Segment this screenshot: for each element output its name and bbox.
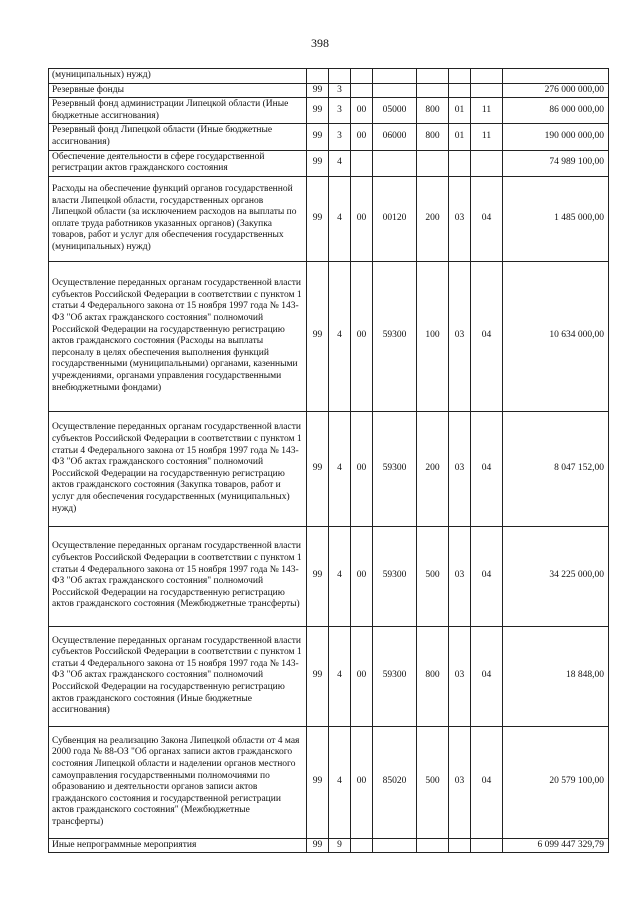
main-activity-code-cell: 00 bbox=[351, 98, 373, 124]
table-row bbox=[49, 150, 609, 176]
main-activity-code-cell: 00 bbox=[351, 176, 373, 261]
table-row bbox=[49, 98, 609, 124]
subprogram-code-cell: 4 bbox=[329, 411, 351, 526]
subprogram-code-cell: 4 bbox=[329, 526, 351, 626]
direction-code-cell: 59300 bbox=[373, 626, 417, 726]
program-code-cell: 99 bbox=[307, 526, 329, 626]
subsection-code-cell: 11 bbox=[471, 124, 503, 150]
subsection-code-cell: 04 bbox=[471, 626, 503, 726]
amount-cell: 190 000 000,00 bbox=[503, 124, 609, 150]
subsection-code-cell bbox=[471, 69, 503, 84]
subsection-code-cell: 04 bbox=[471, 526, 503, 626]
table-row bbox=[49, 626, 609, 726]
expense-type-code-cell bbox=[417, 150, 449, 176]
direction-code-cell: 05000 bbox=[373, 98, 417, 124]
section-code-cell: 03 bbox=[449, 726, 471, 838]
program-code-cell: 99 bbox=[307, 838, 329, 853]
subsection-code-cell: 04 bbox=[471, 176, 503, 261]
section-code-cell bbox=[449, 150, 471, 176]
subsection-code-cell bbox=[471, 150, 503, 176]
row-name-cell: (муниципальных) нужд) bbox=[49, 69, 307, 84]
subsection-code-cell: 11 bbox=[471, 98, 503, 124]
subprogram-code-cell: 4 bbox=[329, 626, 351, 726]
program-code-cell: 99 bbox=[307, 98, 329, 124]
subsection-code-cell bbox=[471, 83, 503, 98]
main-activity-code-cell bbox=[351, 838, 373, 853]
row-name-cell: Субвенция на реализацию Закона Липецкой области от 4 мая 2000 года № 88-ОЗ "Об органах записи актов гражданского состояния Липецкой области и наделении органов местного самоуправления государственными полномочиями по образованию и деятельности органов записи актов гражданского состояния и государственной регистрации актов гражданского состояния" (Межбюджетные трансферты) bbox=[49, 726, 307, 838]
subprogram-code-cell: 3 bbox=[329, 83, 351, 98]
main-activity-code-cell bbox=[351, 150, 373, 176]
program-code-cell: 99 bbox=[307, 261, 329, 411]
main-activity-code-cell: 00 bbox=[351, 626, 373, 726]
row-name-cell: Обеспечение деятельности в сфере государственной регистрации актов гражданского состояния bbox=[49, 150, 307, 176]
expense-type-code-cell bbox=[417, 69, 449, 84]
expense-type-code-cell: 800 bbox=[417, 124, 449, 150]
section-code-cell: 01 bbox=[449, 124, 471, 150]
table-row bbox=[49, 411, 609, 526]
main-activity-code-cell: 00 bbox=[351, 726, 373, 838]
subsection-code-cell bbox=[471, 838, 503, 853]
table-row bbox=[49, 124, 609, 150]
direction-code-cell bbox=[373, 69, 417, 84]
subsection-code-cell: 04 bbox=[471, 726, 503, 838]
expense-type-code-cell bbox=[417, 83, 449, 98]
expense-type-code-cell: 500 bbox=[417, 726, 449, 838]
table-row bbox=[49, 726, 609, 838]
program-code-cell: 99 bbox=[307, 176, 329, 261]
program-code-cell: 99 bbox=[307, 124, 329, 150]
direction-code-cell bbox=[373, 83, 417, 98]
subprogram-code-cell: 3 bbox=[329, 124, 351, 150]
amount-cell: 20 579 100,00 bbox=[503, 726, 609, 838]
subsection-code-cell: 04 bbox=[471, 261, 503, 411]
direction-code-cell: 59300 bbox=[373, 411, 417, 526]
direction-code-cell: 00120 bbox=[373, 176, 417, 261]
expense-type-code-cell: 800 bbox=[417, 626, 449, 726]
amount-cell: 1 485 000,00 bbox=[503, 176, 609, 261]
budget-table bbox=[48, 68, 609, 853]
subprogram-code-cell: 4 bbox=[329, 261, 351, 411]
expense-type-code-cell: 200 bbox=[417, 411, 449, 526]
section-code-cell: 03 bbox=[449, 411, 471, 526]
main-activity-code-cell bbox=[351, 83, 373, 98]
subprogram-code-cell bbox=[329, 69, 351, 84]
program-code-cell: 99 bbox=[307, 150, 329, 176]
amount-cell: 86 000 000,00 bbox=[503, 98, 609, 124]
amount-cell bbox=[503, 69, 609, 84]
subsection-code-cell: 04 bbox=[471, 411, 503, 526]
table-row bbox=[49, 838, 609, 853]
table-row bbox=[49, 526, 609, 626]
subprogram-code-cell: 4 bbox=[329, 150, 351, 176]
budget-table-body bbox=[49, 69, 609, 853]
row-name-cell: Осуществление переданных органам государственной власти субъектов Российской Федерации в соответствии с пунктом 1 статьи 4 Федерального закона от 15 ноября 1997 года № 143-ФЗ "Об актах гражданского состояния" полномочий Российской Федерации на государственную регистрацию актов гражданского состояния (Закупка товаров, работ и услуг для обеспечения государственных (муниципальных) нужд) bbox=[49, 411, 307, 526]
direction-code-cell: 59300 bbox=[373, 261, 417, 411]
main-activity-code-cell: 00 bbox=[351, 124, 373, 150]
expense-type-code-cell: 800 bbox=[417, 98, 449, 124]
section-code-cell bbox=[449, 83, 471, 98]
page-number: 398 bbox=[311, 36, 329, 50]
row-name-cell: Резервный фонд Липецкой области (Иные бюджетные ассигнования) bbox=[49, 124, 307, 150]
amount-cell: 10 634 000,00 bbox=[503, 261, 609, 411]
section-code-cell: 03 bbox=[449, 261, 471, 411]
amount-cell: 34 225 000,00 bbox=[503, 526, 609, 626]
expense-type-code-cell bbox=[417, 838, 449, 853]
section-code-cell bbox=[449, 838, 471, 853]
amount-cell: 18 848,00 bbox=[503, 626, 609, 726]
program-code-cell: 99 bbox=[307, 83, 329, 98]
row-name-cell: Осуществление переданных органам государственной власти субъектов Российской Федерации в соответствии с пунктом 1 статьи 4 Федерального закона от 15 ноября 1997 года № 143-ФЗ "Об актах гражданского состояния" полномочий Российской Федерации на государственную регистрацию актов гражданского состояния (Иные бюджетные ассигнования) bbox=[49, 626, 307, 726]
row-name-cell: Расходы на обеспечение функций органов государственной власти Липецкой области, государственных органов Липецкой области (за исключением расходов на выплаты по оплате труда работников указанных органов) (Закупка товаров, работ и услуг для обеспечения государственных (муниципальных) нужд) bbox=[49, 176, 307, 261]
row-name-cell: Осуществление переданных органам государственной власти субъектов Российской Федерации в соответствии с пунктом 1 статьи 4 Федерального закона от 15 ноября 1997 года № 143-ФЗ "Об актах гражданского состояния" полномочий Российской Федерации на государственную регистрацию актов гражданского состояния (Расходы на выплаты персоналу в целях обеспечения выполнения функций государственными (муниципальными) органами, казенными учреждениями, органами управления государственными внебюджетными фондами) bbox=[49, 261, 307, 411]
amount-cell: 74 989 100,00 bbox=[503, 150, 609, 176]
subprogram-code-cell: 4 bbox=[329, 176, 351, 261]
section-code-cell bbox=[449, 69, 471, 84]
table-row bbox=[49, 83, 609, 98]
subprogram-code-cell: 4 bbox=[329, 726, 351, 838]
amount-cell: 8 047 152,00 bbox=[503, 411, 609, 526]
program-code-cell: 99 bbox=[307, 626, 329, 726]
main-activity-code-cell bbox=[351, 69, 373, 84]
row-name-cell: Осуществление переданных органам государственной власти субъектов Российской Федерации в соответствии с пунктом 1 статьи 4 Федерального закона от 15 ноября 1997 года № 143-ФЗ "Об актах гражданского состояния" полномочий Российской Федерации на государственную регистрацию актов гражданского состояния (Межбюджетные трансферты) bbox=[49, 526, 307, 626]
direction-code-cell: 59300 bbox=[373, 526, 417, 626]
section-code-cell: 03 bbox=[449, 626, 471, 726]
section-code-cell: 01 bbox=[449, 98, 471, 124]
direction-code-cell bbox=[373, 838, 417, 853]
amount-cell: 6 099 447 329,79 bbox=[503, 838, 609, 853]
program-code-cell bbox=[307, 69, 329, 84]
expense-type-code-cell: 200 bbox=[417, 176, 449, 261]
main-activity-code-cell: 00 bbox=[351, 526, 373, 626]
section-code-cell: 03 bbox=[449, 176, 471, 261]
expense-type-code-cell: 500 bbox=[417, 526, 449, 626]
direction-code-cell: 06000 bbox=[373, 124, 417, 150]
program-code-cell: 99 bbox=[307, 726, 329, 838]
row-name-cell: Резервные фонды bbox=[49, 83, 307, 98]
direction-code-cell bbox=[373, 150, 417, 176]
row-name-cell: Иные непрограммные мероприятия bbox=[49, 838, 307, 853]
row-name-cell: Резервный фонд администрации Липецкой области (Иные бюджетные ассигнования) bbox=[49, 98, 307, 124]
program-code-cell: 99 bbox=[307, 411, 329, 526]
direction-code-cell: 85020 bbox=[373, 726, 417, 838]
table-row bbox=[49, 176, 609, 261]
section-code-cell: 03 bbox=[449, 526, 471, 626]
main-activity-code-cell: 00 bbox=[351, 411, 373, 526]
subprogram-code-cell: 3 bbox=[329, 98, 351, 124]
amount-cell: 276 000 000,00 bbox=[503, 83, 609, 98]
expense-type-code-cell: 100 bbox=[417, 261, 449, 411]
main-activity-code-cell: 00 bbox=[351, 261, 373, 411]
table-row bbox=[49, 261, 609, 411]
subprogram-code-cell: 9 bbox=[329, 838, 351, 853]
table-row bbox=[49, 69, 609, 84]
